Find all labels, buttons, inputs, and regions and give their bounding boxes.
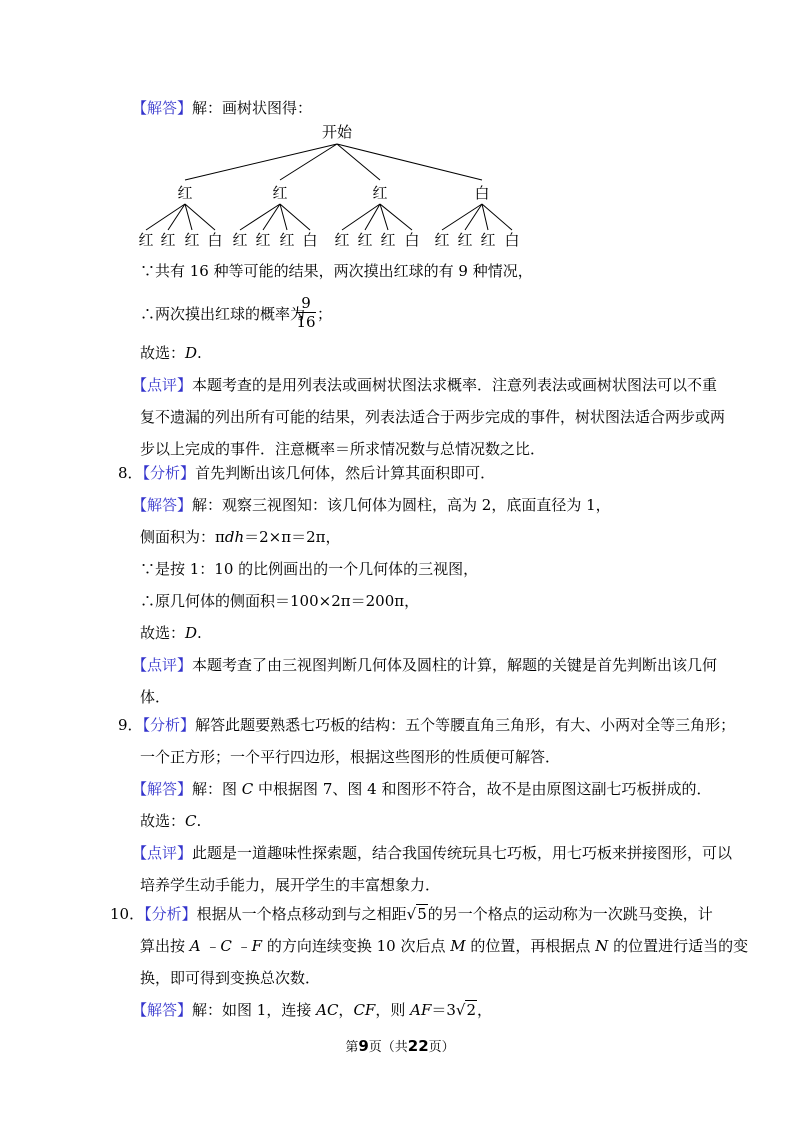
tree-leaf: 红	[457, 231, 473, 249]
q8-analysis-line	[118, 463, 495, 483]
q7-comment-line2: 复不遗漏的列出所有可能的结果，列表法适合于两步完成的事件，树状图法适合两步或两	[140, 408, 726, 426]
text: ＝2×π＝2π，	[244, 528, 341, 546]
text: ，	[477, 1001, 493, 1019]
q8-answer-line3: ∵是按 1：10 的比例画出的一个几何体的三视图，	[140, 560, 479, 578]
analysis-tag: 【分析】	[142, 716, 196, 734]
q10-analysis-line2	[140, 936, 748, 956]
tree-leaf: 红	[184, 231, 200, 249]
text: 的位置，再根据点	[465, 937, 596, 955]
q7-comment-line3: 步以上完成的事件．注意概率＝所求情况数与总情况数之比．	[140, 440, 546, 458]
analysis-text: 首先判断出该几何体，然后计算其面积即可．	[195, 464, 496, 482]
answer-text: 解：画树状图得：	[192, 99, 313, 117]
choose-label: 故选：	[140, 344, 186, 362]
analysis-text: 根据从一个格点移动到与之相距	[196, 905, 407, 923]
tree-leaf: 红	[480, 231, 496, 249]
q10-answer-line	[132, 1000, 492, 1020]
q8-answer-line4: ∴原几何体的侧面积＝100×2π＝200π，	[140, 592, 420, 610]
footer-text: 页（共	[368, 1040, 408, 1055]
tree-leaf: 红	[255, 231, 271, 249]
analysis-text: 的另一个格点的运动称为一次跳马变换，计	[427, 905, 713, 923]
variable: C	[220, 937, 232, 955]
text: 解：图	[192, 780, 242, 798]
page-footer	[0, 1036, 800, 1055]
fraction-numerator: 9	[301, 294, 311, 312]
variable: M	[450, 937, 466, 955]
text: ，	[338, 1001, 354, 1019]
q8-choose	[140, 623, 202, 643]
tree-node: 红	[372, 184, 388, 202]
fraction-denominator: 16	[296, 313, 316, 331]
q7-line1: ∵共有 16 种等可能的结果，两次摸出红球的有 9 种情况，	[140, 262, 533, 280]
choose-label: 故选：	[140, 812, 186, 830]
variable: AF	[410, 1001, 432, 1019]
tree-leaf: 白	[504, 231, 520, 249]
tree-leaf: 红	[434, 231, 450, 249]
footer-text: 页）	[428, 1040, 455, 1055]
tree-leaf: 白	[207, 231, 223, 249]
tree-leaf: 白	[404, 231, 420, 249]
comment-tag: 【点评】	[132, 844, 193, 862]
tree-leaf: 红	[380, 231, 396, 249]
tree-leaf: 红	[160, 231, 176, 249]
tree-leaf: 红	[357, 231, 373, 249]
q7-line2	[140, 304, 305, 324]
text: ，则	[375, 1001, 411, 1019]
q8-answer-line1	[132, 495, 611, 515]
answer-text: 解：观察三视图知：该几何体为圆柱，高为 2，底面直径为 1，	[192, 496, 611, 514]
variable: C	[241, 780, 254, 798]
comment-tag: 【点评】	[132, 376, 193, 394]
text: 中根据图 7、图 4 和图形不符合，故不是由原图这副七巧板拼成的．	[253, 780, 712, 798]
text: 解：如图 1，连接	[192, 1001, 317, 1019]
q7-answer-line	[132, 98, 312, 118]
sqrt-symbol: √	[406, 905, 417, 923]
question-number: 8．	[118, 464, 143, 482]
variable: N	[595, 937, 609, 955]
analysis-tag: 【分析】	[144, 905, 197, 923]
choose-end: .	[197, 344, 202, 362]
q7-line2-prefix: ∴两次摸出红球的概率为	[140, 305, 306, 323]
tree-diagram	[130, 118, 540, 252]
q7-comment-line1	[132, 375, 717, 395]
variable: AC	[316, 1001, 339, 1019]
tree-node: 红	[272, 184, 288, 202]
comment-text: 本题考查的是用列表法或画树状图法求概率．注意列表法或画树状图法可以不重	[192, 376, 718, 394]
q9-comment-line1	[132, 843, 732, 863]
tree-leaf: 白	[302, 231, 318, 249]
text: 的方向连续变换 10 次后点	[262, 937, 451, 955]
choose-answer: C	[185, 812, 197, 830]
total-pages: 22	[407, 1037, 429, 1055]
text: 的位置进行适当的变	[608, 937, 749, 955]
variable: dh	[224, 528, 245, 546]
tree-node: 白	[474, 184, 490, 202]
choose-label: 故选：	[140, 624, 186, 642]
tree-leaf: 红	[138, 231, 154, 249]
text: ﹣	[200, 937, 221, 955]
text: 算出按	[140, 937, 190, 955]
q9-comment-line2: 培养学生动手能力，展开学生的丰富想象力．	[140, 876, 441, 894]
sqrt-2: 2	[466, 1001, 477, 1019]
q10-analysis-line3: 换，即可得到变换总次数．	[140, 969, 321, 987]
q9-choose	[140, 811, 201, 831]
variable: A	[189, 937, 201, 955]
variable: F	[251, 937, 263, 955]
text: ﹣	[231, 937, 252, 955]
answer-tag: 【解答】	[132, 1001, 193, 1019]
q9-analysis-line2: 一个正方形；一个平行四边形，根据这些图形的性质便可解答．	[140, 748, 561, 766]
q7-line2-suffix: ；	[317, 305, 333, 323]
tree-node: 红	[177, 184, 193, 202]
text: ＝3	[431, 1001, 456, 1019]
analysis-tag: 【分析】	[142, 464, 196, 482]
variable: CF	[353, 1001, 376, 1019]
tree-leaf: 红	[279, 231, 295, 249]
q9-analysis-line1	[118, 715, 735, 735]
page-number: 9	[358, 1037, 369, 1055]
choose-answer: D	[185, 344, 198, 362]
choose-end: .	[197, 624, 202, 642]
analysis-text: 解答此题要熟悉七巧板的结构：五个等腰直角三角形，有大、小两对全等三角形；	[195, 716, 736, 734]
answer-tag: 【解答】	[132, 496, 193, 514]
q8-answer-line2	[140, 527, 341, 547]
q10-analysis-line1	[110, 904, 713, 924]
question-number: 10．	[110, 905, 145, 923]
answer-tag: 【解答】	[132, 780, 193, 798]
text: 侧面积为：π	[140, 528, 225, 546]
fraction-9-16	[296, 294, 316, 331]
sqrt-symbol: √	[455, 1001, 466, 1019]
tree-root: 开始	[321, 123, 353, 141]
answer-tag: 【解答】	[132, 99, 193, 117]
footer-text: 第	[345, 1040, 359, 1055]
q9-answer-line	[132, 779, 711, 799]
sqrt-5: 5	[417, 905, 427, 923]
tree-leaf: 红	[232, 231, 248, 249]
comment-text: 本题考查了由三视图判断几何体及圆柱的计算，解题的关键是首先判断出该几何	[192, 656, 718, 674]
tree-leaf: 红	[334, 231, 350, 249]
choose-end: .	[196, 812, 202, 830]
q8-comment-line1	[132, 655, 717, 675]
q8-comment-line2: 体．	[140, 688, 171, 706]
comment-tag: 【点评】	[132, 656, 193, 674]
choose-answer: D	[185, 624, 198, 642]
tree-edges	[146, 144, 512, 230]
question-number: 9．	[118, 716, 143, 734]
q7-choose	[140, 343, 202, 363]
comment-text: 此题是一道趣味性探索题，结合我国传统玩具七巧板，用七巧板来拼接图形，可以	[192, 844, 733, 862]
